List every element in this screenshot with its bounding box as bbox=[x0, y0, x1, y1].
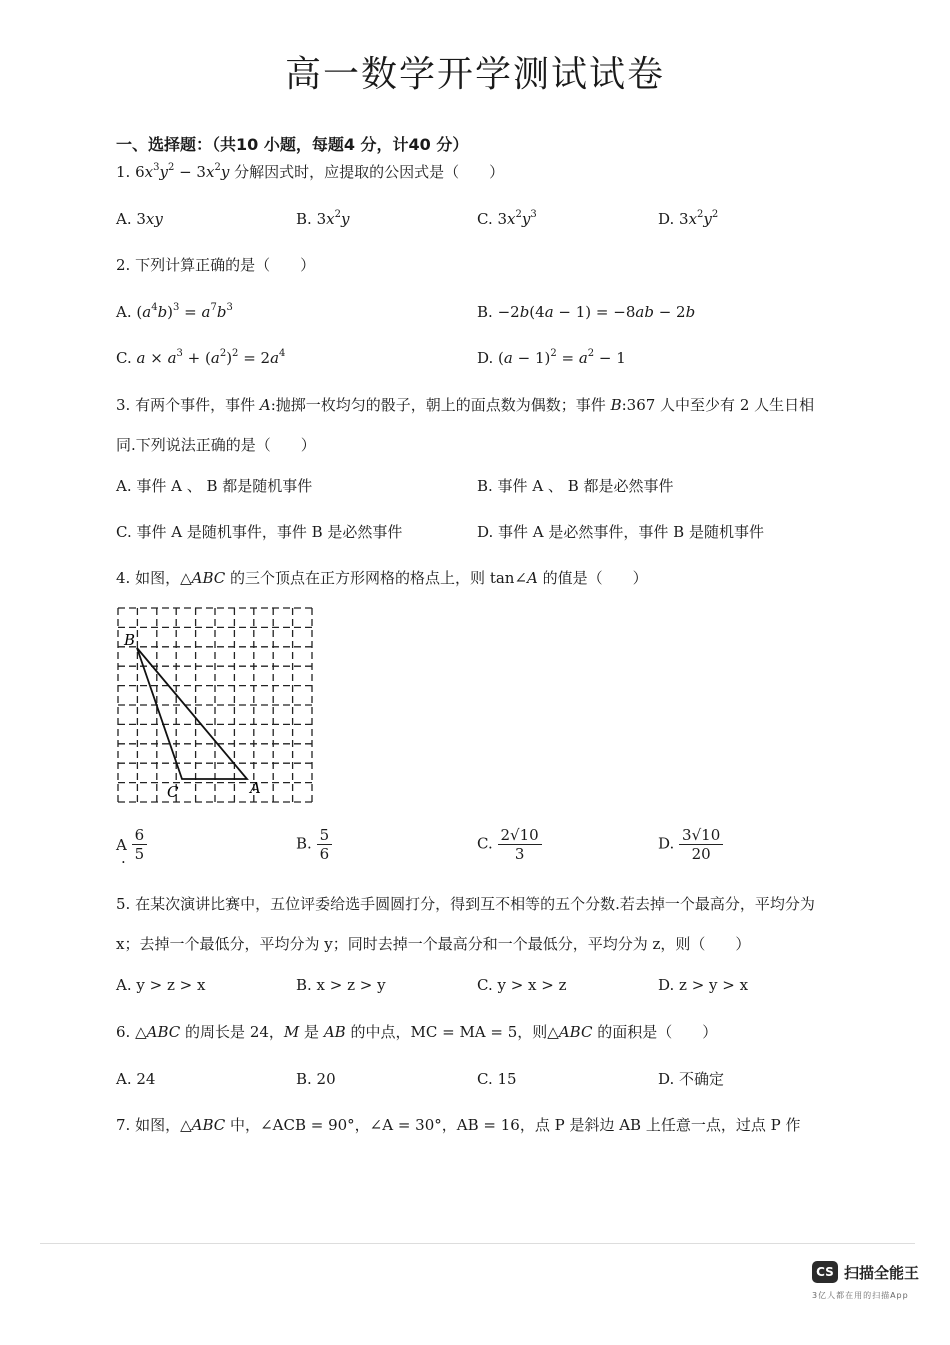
q3-option-d: D. 事件 A 是必然事件，事件 B 是随机事件 bbox=[477, 523, 764, 541]
scanner-tagline: 3亿人都在用的扫描App bbox=[812, 1291, 909, 1300]
question-1-stem: 分解因式时，应提取的公因式是（ ） bbox=[234, 163, 505, 181]
page-title: 高一数学开学测试试卷 bbox=[284, 54, 665, 95]
q1-option-d: D. $3x^2y^2$ bbox=[658, 209, 719, 228]
question-3-line-2: 同.下列说法正确的是（ ） bbox=[116, 436, 316, 454]
q5-option-a: A. y > z > x bbox=[116, 976, 206, 994]
question-5-line-2: x；去掉一个最低分，平均分为 y；同时去掉一个最高分和一个最低分，平均分为 z，则（ ） bbox=[116, 935, 751, 953]
label-c: C bbox=[167, 783, 179, 801]
grid-triangle-figure bbox=[110, 600, 320, 810]
question-4: 4. 如图，△ABC 的三个顶点在正方形网格的格点上，则 tan∠A 的值是（ ） bbox=[116, 569, 648, 587]
triangle-abc bbox=[137, 648, 247, 779]
q6-option-b: B. 20 bbox=[296, 1070, 336, 1088]
label-a: A bbox=[250, 779, 261, 797]
q3-option-c: C. 事件 A 是随机事件，事件 B 是必然事件 bbox=[116, 523, 403, 541]
q1-option-b: B. $3x^2y$ bbox=[296, 209, 350, 228]
q1-option-c: C. $3x^2y^3$ bbox=[477, 209, 537, 228]
question-7: 7. 如图，△ABC 中，∠ACB = 90°，∠A = 30°，AB = 16，点 P 是斜边 AB 上任意一点，过点 P 作 bbox=[116, 1116, 801, 1134]
q2-option-d: D. $(a - 1)^2 = a^2 - 1$ bbox=[477, 348, 626, 367]
scanner-app-name: 扫描全能王 bbox=[844, 1263, 920, 1282]
scanner-logo bbox=[812, 1261, 919, 1283]
q5-option-c: C. y > x > z bbox=[477, 976, 567, 994]
q4-option-d: D. $\frac{3√10}{20}$ bbox=[658, 826, 723, 863]
footer-divider bbox=[40, 1243, 915, 1244]
q2-option-c: C. $a \times a^3 + (a^2)^2 = 2a^4$ bbox=[116, 348, 286, 367]
q5-option-b: B. x > z > y bbox=[296, 976, 386, 994]
q1-option-a: A. 3xy bbox=[116, 210, 163, 228]
q2-option-a: A. $(a^4b)^3 = a^7b^3$ bbox=[116, 302, 233, 321]
question-3-line-1: 3. 有两个事件，事件 A:抛掷一枚均匀的骰子，朝上的面点数为偶数；事件 B:367 人中至少有 2 人生日相 bbox=[116, 396, 815, 414]
question-2: 2. 下列计算正确的是（ ） bbox=[116, 256, 316, 274]
q3-option-a: A. 事件 A 、 B 都是随机事件 bbox=[116, 477, 313, 495]
q5-option-d: D. z > y > x bbox=[658, 976, 749, 994]
q3-option-b: B. 事件 A 、 B 都是必然事件 bbox=[477, 477, 674, 495]
q6-option-c: C. 15 bbox=[477, 1070, 517, 1088]
q4-option-c: C. $\frac{2√10}{3}$ bbox=[477, 826, 542, 863]
q6-option-d: D. 不确定 bbox=[658, 1070, 725, 1088]
q4-option-b: B. $\frac{5}{6}$ bbox=[296, 826, 332, 863]
question-1: 1. $6x^3y^2 - 3x^2y$ 分解因式时，应提取的公因式是（ ） bbox=[116, 162, 505, 181]
cs-logo-icon: CS bbox=[812, 1261, 838, 1283]
q2-option-b: B. −2b(4a − 1) = −8ab − 2b bbox=[477, 303, 696, 321]
q4-option-a: A . $\frac{6}{5}$ bbox=[116, 826, 147, 863]
question-6: 6. △ABC 的周长是 24，M 是 AB 的中点，MC = MA = 5，则△ABC 的面积是（ ） bbox=[116, 1023, 718, 1041]
label-b: B bbox=[124, 631, 136, 649]
section-heading: 一、选择题：（共10 小题，每题4 分，计40 分） bbox=[116, 135, 469, 154]
q6-option-a: A. 24 bbox=[116, 1070, 156, 1088]
question-5-line-1: 5. 在某次演讲比赛中，五位评委给选手圆圆打分，得到互不相等的五个分数.若去掉一个最高分，平均分为 bbox=[116, 895, 815, 913]
